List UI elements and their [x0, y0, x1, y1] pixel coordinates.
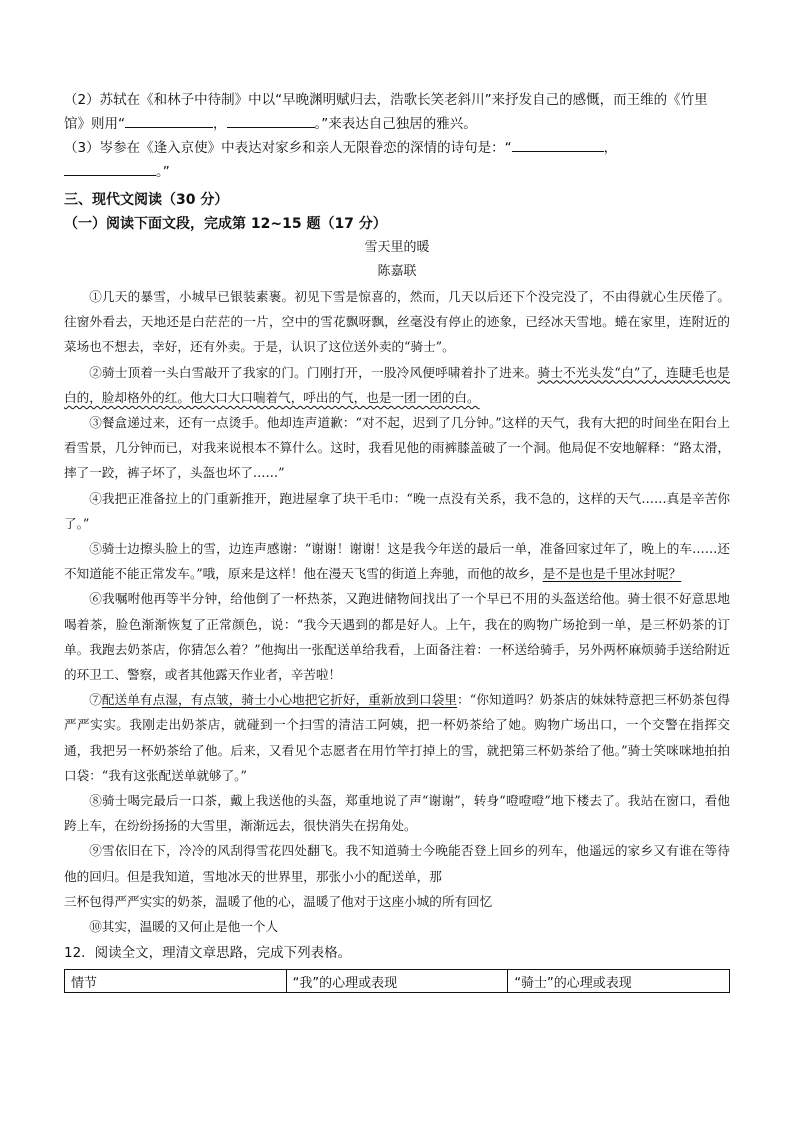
- paragraph-2: [64, 360, 730, 410]
- paragraph-7-text: ：“你知道吗？奶茶店的妹妹特意把三杯奶茶包得严严实实。我刚走出奶茶店，就碰到一个扫雪的清洁工阿姨，把一杯奶茶给了她。购物广场出口，一个交警在指挥交通，我把另一杯奶茶给了他。后来，又看见个志愿者在用竹竿打掉上的雪，就把第三杯奶茶给了他。”骑士笑咪咪地拍拍口袋：“我有这张配送单就够了。”: [64, 692, 730, 783]
- section-subtitle: （一）阅读下面文段，完成第 12~15 题（17 分）: [64, 216, 387, 232]
- paragraph-2-text: ②骑士顶着一头白雪敲开了我家的门。门刚打开，一股冷风便呼啸着扑了进来。: [89, 364, 538, 380]
- question-12-table: [64, 969, 730, 993]
- question-12-prompt: 12．阅读全文，理清文章思路，完成下列表格。: [64, 945, 352, 962]
- question-3-line-2: [64, 160, 730, 184]
- question-2-text-b: 。”来表达自己独居的雅兴。: [314, 116, 477, 132]
- answer-blank[interactable]: [227, 114, 315, 128]
- answer-blank[interactable]: [64, 162, 156, 176]
- section-title: 三、现代文阅读（30 分）: [64, 192, 229, 208]
- paragraph-5-marked-sentence: 是不是也是千里冰封呢？: [542, 566, 682, 582]
- paragraph-10: ⑩其实，温暖的又何止是他一个人: [89, 919, 279, 935]
- paragraph-9-continued: 三杯包得严严实实的奶茶，温暖了他的心，温暖了他对于这座小城的所有回忆: [64, 893, 493, 909]
- paragraph-9: ⑨雪依旧在下，冷冷的风刮得雪花四处翻飞。我不知道骑士今晚能否登上回乡的列车，他遥远的家乡又有谁在等待他的回归。但是我知道，雪地冰天的世界里，那张小小的配送单，那: [64, 843, 730, 884]
- question-3-sep: ，: [603, 140, 618, 156]
- question-3-text-b: 。”: [156, 164, 170, 180]
- question-3-text-a: （3）岑参在《逢入京使》中表达对家乡和亲人无限眷恋的深情的诗句是：“: [64, 140, 512, 156]
- paragraph-3: ③餐盒递过来，还有一点烫手。他却连声道歉：“对不起，迟到了几分钟。”这样的天气，我有大把的时间坐在阳台上看雪景，几分钟而已，对我来说根本不算什么。这时，我看见他的雨裤膝盖破了一个洞。他局促不安地解释：“路太滑，摔了一跤，裤子坏了，头盔也坏了……”: [64, 415, 730, 481]
- question-3-line-1: [64, 136, 730, 160]
- paragraph-7-marked-sentence: 配送单有点湿，有点皱，骑士小心地把它折好，重新放到口袋里: [101, 692, 458, 708]
- table-header-cell: “我”的心理或表现: [286, 970, 508, 993]
- article-title: 雪天里的暖: [364, 240, 430, 255]
- question-2-sep: ，: [213, 116, 227, 132]
- paragraph-5-text: ⑤骑士边擦头脸上的雪，边连声感谢：“谢谢！谢谢！这是我今年送的最后一单，准备回家过年了，晚上的车……还不知道能不能正常发车。”哦，原来是这样！他在漫天飞雪的街道上奔驰，而他的故乡，: [64, 541, 730, 582]
- paragraph-8: ⑧骑士喝完最后一口茶，戴上我送他的头盔，郑重地说了声“谢谢”，转身“噔噔噔”地下楼去了。我站在窗口，看他跨上车，在纷纷扬扬的大雪里，渐渐远去，很快消失在拐角处。: [64, 793, 730, 834]
- paragraph-7: [64, 687, 730, 788]
- exam-page: [64, 88, 730, 993]
- question-2-text-a: 馆》则用“: [64, 116, 125, 132]
- answer-blank[interactable]: [512, 138, 604, 152]
- paragraph-6: ⑥我嘱咐他再等半分钟，给他倒了一杯热茶，又跑进储物间找出了一个早已不用的头盔送给他。骑士很不好意思地喝着茶，脸色渐渐恢复了正常颜色，说：“我今天遇到的都是好人。上午，我在的购物广场抢到一单，是三杯奶茶的订单。我跑去奶茶店，你猜怎么着？”他掏出一张配送单给我看，上面备注着：一杯送给骑手，另外两杯麻烦骑手送给附近的环卫工、警察，或者其他露天作业者，辛苦啦！: [64, 591, 730, 683]
- paragraph-5: [64, 536, 730, 586]
- paragraph-2-marked-sentence: 骑士不光头发“白”了，连睫毛也是白的，脸却格外的红。他大口大口喘着气，呼出的气，也是一团一团的白。: [64, 364, 731, 405]
- table-header-cell: 情节: [65, 970, 287, 993]
- table-header-cell: “骑士”的心理或表现: [508, 970, 730, 993]
- question-2-line-1: （2）苏轼在《和林子中待制》中以“早晚渊明赋归去，浩歌长笑老斜川”来抒发自己的感慨，而王维的《竹里: [64, 92, 708, 108]
- paragraph-7-num: ⑦: [89, 692, 102, 708]
- answer-blank[interactable]: [125, 114, 213, 128]
- paragraph-4: ④我把正准备拉上的门重新推开，跑进屋拿了块干毛巾：“晚一点没有关系，我不急的，这样的天气……真是辛苦你了。”: [64, 490, 730, 531]
- table-header-row: [65, 970, 730, 993]
- article-author: 陈嘉联: [377, 264, 417, 279]
- paragraph-1: ①几天的暴雪，小城早已银装素裹。初见下雪是惊喜的，然而，几天以后还下个没完没了，不由得就心生厌倦了。往窗外看去，天地还是白茫茫的一片，空中的雪花飘呀飘，丝毫没有停止的迹象，已经冰天雪地。蜷在家里，连附近的菜场也不想去，幸好，还有外卖。于是，认识了这位送外卖的“骑士”。: [64, 289, 730, 355]
- question-2-line-2: [64, 112, 730, 136]
